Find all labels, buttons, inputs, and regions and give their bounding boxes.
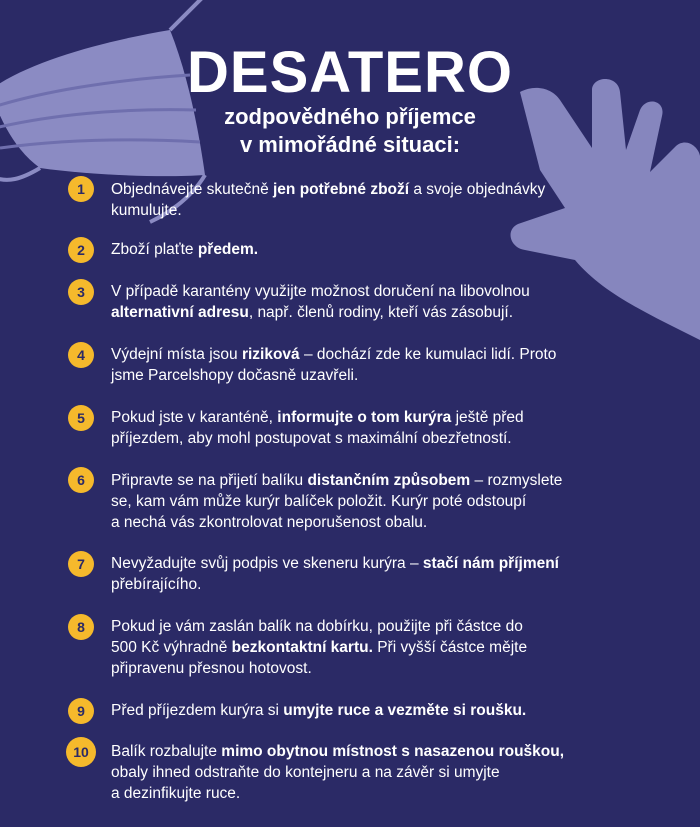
number-badge: 5	[68, 405, 94, 431]
item-text: V případě karantény využijte možnost doručení na libovolnou alternativní adresu, např. členů rodiny, kteří vás zásobují.	[111, 283, 530, 321]
number-badge: 8	[68, 614, 94, 640]
subtitle-line-1: zodpovědného příjemce	[224, 104, 476, 129]
number-badge: 10	[66, 737, 96, 767]
number-badge: 9	[68, 698, 94, 724]
item-text: Pokud jste v karanténě, informujte o tom kurýra ještě před příjezdem, aby mohl postupovat s maximální obezřetností.	[111, 409, 524, 447]
item-text: Nevyžadujte svůj podpis ve skeneru kurýra – stačí nám příjmení přebírajícího.	[111, 555, 559, 593]
number-badge: 2	[68, 237, 94, 263]
item-text: Balík rozbalujte mimo obytnou místnost s nasazenou rouškou, obaly ihned odstraňte do kontejneru a na závěr si umyjte a dezinfikujte ruce.	[111, 743, 565, 802]
item-text: Objednávejte skutečně jen potřebné zboží a svoje objednávky kumulujte.	[111, 181, 546, 219]
number-badge: 4	[68, 342, 94, 368]
number-badge: 6	[68, 467, 94, 493]
item-text: Připravte se na přijetí balíku distančním způsobem – rozmyslete se, kam vám může kurýr balíček položit. Kurýr poté odstoupí a nechá vás zkontrolovat neporušenost obalu.	[111, 472, 563, 531]
number-badge: 1	[68, 176, 94, 202]
page-title: DESATERO	[187, 40, 513, 105]
item-text: Výdejní místa jsou riziková – dochází zde ke kumulaci lidí. Proto jsme Parcelshopy dočasně uzavřeli.	[111, 346, 557, 384]
number-badge: 7	[68, 551, 94, 577]
item-text: Pokud je vám zaslán balík na dobírku, použijte při částce do 500 Kč výhradně bezkontaktní kartu. Při vyšší částce mějte připravenu přesnou hotovost.	[111, 618, 528, 677]
item-text: Před příjezdem kurýra si umyjte ruce a vezměte si roušku.	[111, 702, 527, 719]
subtitle-line-2: v mimořádné situaci:	[239, 132, 461, 157]
item-text: Zboží plaťte předem.	[111, 241, 259, 258]
number-badge: 3	[68, 279, 94, 305]
